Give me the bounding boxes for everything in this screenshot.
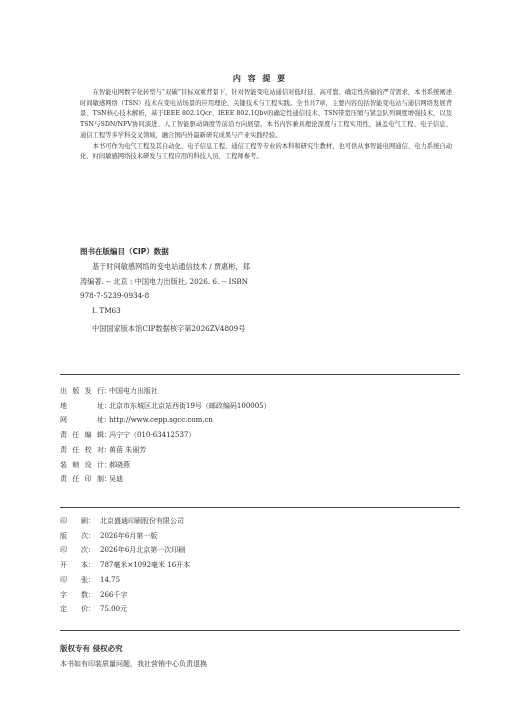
info-value: 14.75 xyxy=(100,575,121,584)
price-row: 定价 ： 75.00元 xyxy=(60,602,460,617)
info-label: 开本 xyxy=(60,561,88,570)
format-row: 开本 ： 787毫米×1092毫米 16开本 xyxy=(60,558,460,573)
cip-isbn-line: 978-7-5239-0934-8 xyxy=(80,291,150,301)
info-value: 266千字 xyxy=(100,590,128,599)
info-label: 网址 xyxy=(60,416,104,425)
info-value: 黄蓓 朱丽芳 xyxy=(109,445,147,454)
abstract-paragraph: 在智能电网数字化转型与“双碳”目标双重背景下，针对智能变电站通信对低时延、高可靠、确定性传输的严苛需求，本书系统阐述时间敏感网络（TSN）技术在变电站场景的应用理论、关键技术与工程实践。全书共7章，主要内容包括智能变电站与通信网络发展背景、TSN核心技术解析，基于IEEE 802.1Qcr、IEEE 802.1Qbv的确定性通信技术、TSN带宽压缩与紧急队列调度增强技术，以及TSN与SDN/NFV协同演进、人工智能驱动调度等前沿方向展望。本书内容兼具理论深度与工程实用性，涵盖电气工程、电子信息、通信工程等多学科交叉领域，融合国内外最新研究成果与产业实践经验。 xyxy=(80,89,452,139)
cip-classification-line: Ⅰ. TM63 xyxy=(92,305,121,315)
abstract-paragraph: 本书可作为电气工程及其自动化、电子信息工程、通信工程等专业的本科和研究生教材，也可供从事智能电网通信、电力系统自动化、时间敏感网络技术研发与工程应用的科技人员、工程师参考。 xyxy=(80,142,452,161)
printing-info xyxy=(60,514,460,617)
info-label: 定价 xyxy=(60,605,88,614)
designer-row: 装帧设计 ： 郝晓燕 xyxy=(60,458,460,473)
info-value: 郝晓燕 xyxy=(109,460,130,469)
divider xyxy=(60,507,460,508)
printer-row: 印刷 ： 北京盛通印刷股份有限公司 xyxy=(60,514,460,529)
cip-heading: 图书在版编目（CIP）数据 xyxy=(80,247,169,256)
info-value: 75.00元 xyxy=(100,605,128,614)
cip-publisher-line: 涛编著. -- 北京 : 中国电力出版社, 2026. 6. -- ISBN xyxy=(80,276,249,286)
copyright-heading: 版权专有 侵权必究 xyxy=(60,644,123,653)
info-label: 字数 xyxy=(60,590,88,599)
info-label: 印张 xyxy=(60,575,88,584)
info-value: 吴迪 xyxy=(109,475,123,484)
cip-record xyxy=(80,260,460,337)
copyright-notice: 本书如有印装质量问题，我社营销中心负责退换 xyxy=(60,660,207,668)
info-value: 2026年6月第一版 xyxy=(100,531,158,540)
info-value: 2026年6月北京第一次印刷 xyxy=(100,546,186,555)
info-value: 787毫米×1092毫米 16开本 xyxy=(100,561,191,570)
info-label: 印刷 xyxy=(60,517,88,525)
website-link[interactable]: http://www.cepp.sgcc.com.cn xyxy=(109,416,213,425)
sheets-row: 印张 ： 14.75 xyxy=(60,573,460,588)
cip-title-line: 基于时间敏感网络的变电站通信技术 / 贾惠彬，郑 xyxy=(92,262,250,271)
publication-info xyxy=(60,384,460,487)
printing-supervisor-row: 责任印制 ： 吴迪 xyxy=(60,472,460,487)
info-label: 责任印制 xyxy=(60,475,104,484)
divider xyxy=(60,630,460,631)
impression-row: 印次 ： 2026年6月北京第一次印刷 xyxy=(60,543,460,558)
editor-row: 责任编辑 ： 冯宁宁（010-63412537） xyxy=(60,428,460,443)
info-label: 责任编辑 xyxy=(60,431,104,440)
abstract-body xyxy=(80,88,452,163)
info-value: 中国电力出版社 xyxy=(109,387,158,395)
info-label: 责任校对 xyxy=(60,445,104,454)
info-value: 冯宁宁（010-63412537） xyxy=(109,431,196,440)
info-label: 印次 xyxy=(60,546,88,555)
proofreader-row: 责任校对 ： 黄蓓 朱丽芳 xyxy=(60,443,460,458)
website-row: 网址 ： http://www.cepp.sgcc.com.cn xyxy=(60,413,460,428)
word-count-row: 字数 ： 266千字 xyxy=(60,588,460,603)
edition-row: 版次 ： 2026年6月第一版 xyxy=(60,529,460,544)
info-label: 地址 xyxy=(60,401,104,410)
info-value: 北京市东城区北京站西街19号（邮政编码100005） xyxy=(109,401,271,410)
divider xyxy=(60,374,460,375)
info-value: 北京盛通印刷股份有限公司 xyxy=(100,517,184,525)
address-row: 地址 ： 北京市东城区北京站西街19号（邮政编码100005） xyxy=(60,399,460,414)
info-label: 出版发行 xyxy=(60,387,104,395)
cip-number-line: 中国国家版本馆CIP数据核字第2026ZV4809号 xyxy=(92,324,246,334)
publisher-row: 出版发行 ： 中国电力出版社 xyxy=(60,384,460,399)
abstract-title: 内 容 提 要 xyxy=(232,74,288,83)
info-label: 装帧设计 xyxy=(60,460,104,469)
info-label: 版次 xyxy=(60,531,88,540)
